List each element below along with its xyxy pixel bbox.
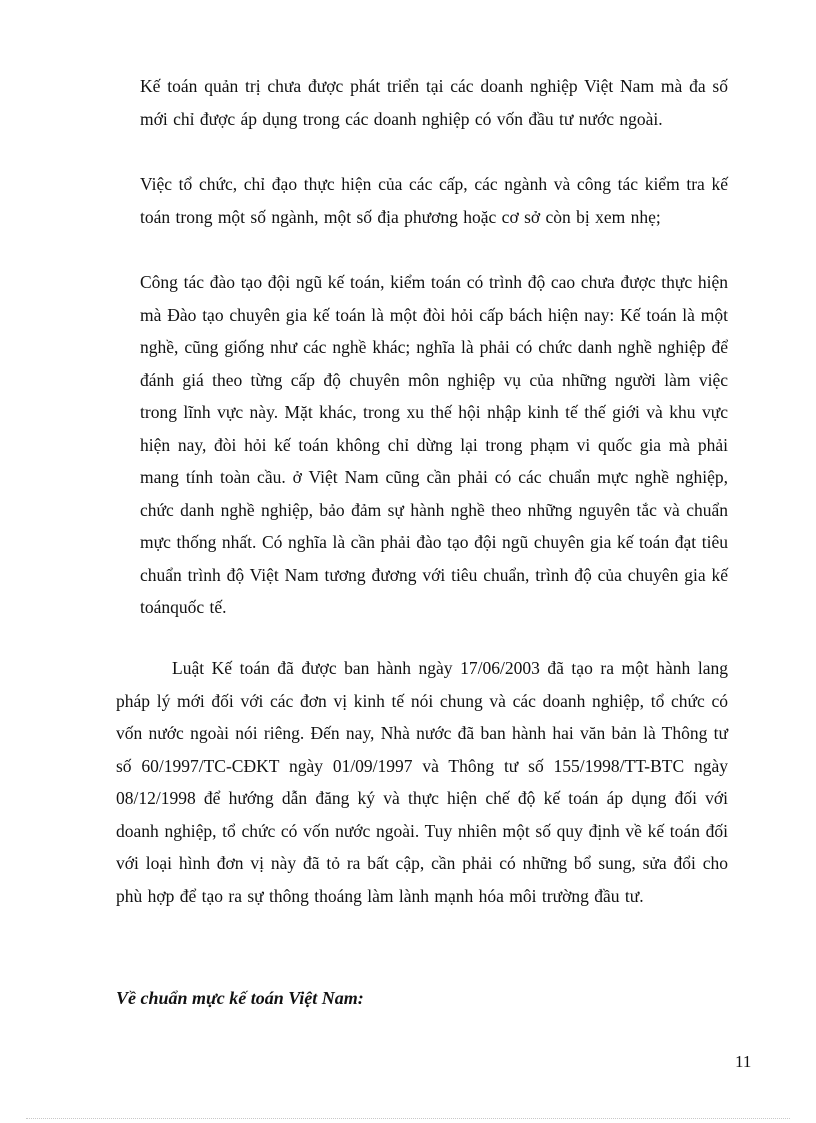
paragraph-accounting-law: Luật Kế toán đã được ban hành ngày 17/06/2003 đã tạo ra một hành lang pháp lý mới đối với các đơn vị kinh tế nói chung và các doanh nghiệp, tổ chức có vốn nước ngoài nói riêng. Đến nay, Nhà nước đã ban hành hai văn bản là Thông tư số 60/1997/TC-CĐKT ngày 01/09/1997 và Thông tư số 155/1998/TT-BTC ngày 08/12/1998 để hướng dẫn đăng ký và thực hiện chế độ kế toán áp dụng đối với doanh nghiệp, tổ chức có vốn nước ngoài. Tuy nhiên một số quy định về kế toán đối với loại hình đơn vị này đã tỏ ra bất cập, cần phải có những bổ sung, sửa đổi cho phù hợp để tạo ra sự thông thoáng làm lành mạnh hóa môi trường đầu tư. bbox=[116, 658, 728, 906]
paragraph-organization-inspection: Việc tổ chức, chỉ đạo thực hiện của các cấp, các ngành và công tác kiểm tra kế toán trong một số ngành, một số địa phương hoặc cơ sở còn bị xem nhẹ; bbox=[140, 174, 728, 227]
paragraph-training-experts: Công tác đào tạo đội ngũ kế toán, kiểm toán có trình độ cao chưa được thực hiện mà Đào tạo chuyên gia kế toán là một đòi hỏi cấp bách hiện nay: Kế toán là một nghề, cũng giống như các nghề khác; nghĩa là phải có chức danh nghề nghiệp để đánh giá theo từng cấp độ chuyên môn nghiệp vụ của những người làm việc trong lĩnh vực này. Mặt khác, trong xu thế hội nhập kinh tế thế giới và khu vực hiện nay, đòi hỏi kế toán không chỉ dừng lại trong phạm vi quốc gia mà phải mang tính toàn cầu. ở Việt Nam cũng cần phải có các chuẩn mực nghề nghiệp, chức danh nghề nghiệp, bảo đảm sự hành nghề theo những nguyên tắc và chuẩn mực thống nhất. Có nghĩa là cần phải đào tạo đội ngũ chuyên gia kế toán đạt tiêu chuẩn trình độ Việt Nam tương đương với tiêu chuẩn, trình độ của chuyên gia kế toánquốc tế. bbox=[140, 272, 728, 617]
page-bottom-divider bbox=[26, 1118, 790, 1119]
page-number: 11 bbox=[735, 1052, 752, 1071]
paragraph-management-accounting: Kế toán quản trị chưa được phát triển tại các doanh nghiệp Việt Nam mà đa số mới chỉ được áp dụng trong các doanh nghiệp có vốn đầu tư nước ngoài. bbox=[140, 76, 728, 129]
section-heading: Về chuẩn mực kế toán Việt Nam: bbox=[116, 988, 364, 1008]
